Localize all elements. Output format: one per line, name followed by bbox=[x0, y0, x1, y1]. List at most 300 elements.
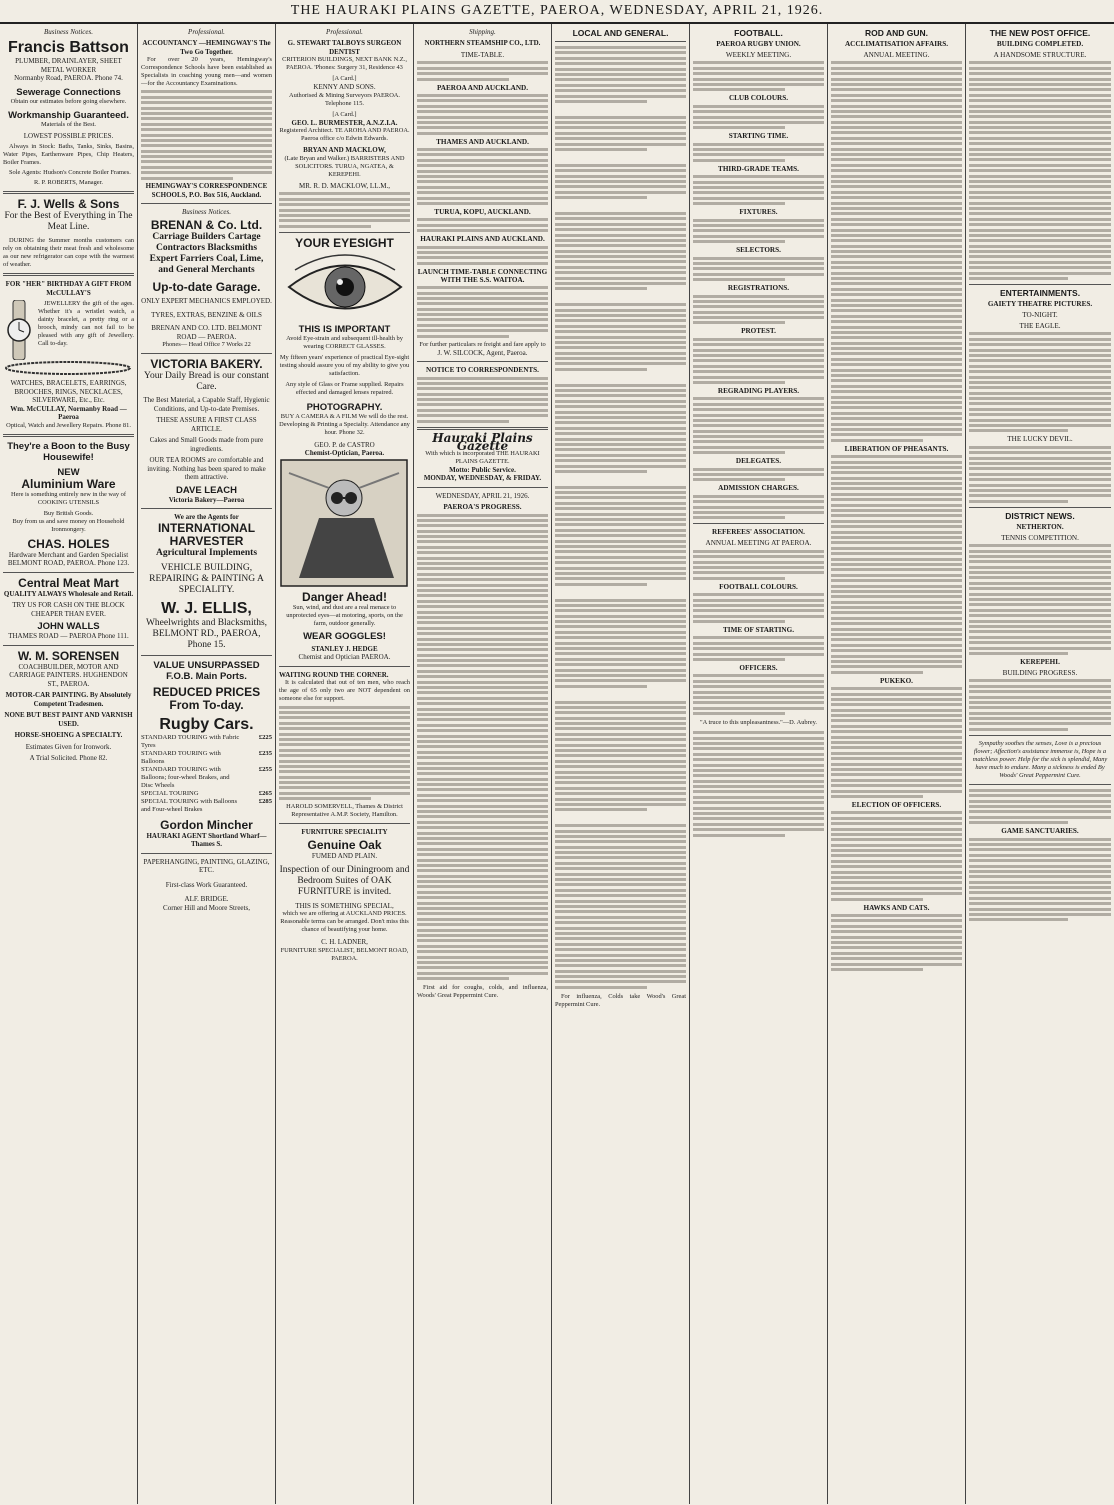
text-line bbox=[555, 878, 686, 881]
text-line bbox=[555, 900, 686, 903]
text-line bbox=[555, 502, 686, 505]
text-line bbox=[831, 509, 962, 512]
text-line bbox=[969, 794, 1111, 797]
column-heading: LOCAL AND GENERAL. bbox=[572, 28, 669, 38]
text-line bbox=[693, 186, 824, 189]
special-heading: THIS IS SOMETHING SPECIAL, bbox=[295, 901, 394, 910]
text-line bbox=[831, 849, 962, 852]
text-line bbox=[693, 159, 785, 162]
route-heading: THAMES AND AUCKLAND. bbox=[436, 137, 529, 146]
text-line bbox=[693, 812, 824, 815]
text-line bbox=[831, 282, 962, 285]
text-line bbox=[969, 413, 1111, 416]
text-line bbox=[969, 489, 1111, 492]
text-line bbox=[831, 963, 962, 966]
text-line bbox=[693, 240, 785, 243]
text-line bbox=[693, 262, 824, 265]
text-line bbox=[417, 929, 548, 932]
text-line bbox=[555, 760, 686, 763]
text-line bbox=[693, 753, 824, 756]
text-line bbox=[555, 400, 686, 403]
holes-name: CHAS. HOLES bbox=[27, 536, 110, 551]
text-line bbox=[831, 309, 962, 312]
divider bbox=[141, 655, 272, 656]
photo-heading: PHOTOGRAPHY. bbox=[306, 401, 383, 413]
text-line bbox=[831, 423, 962, 426]
text-line bbox=[141, 128, 272, 131]
card-label: [A Card.] bbox=[332, 110, 357, 118]
text-line bbox=[555, 62, 686, 65]
text-line bbox=[693, 338, 824, 341]
text-line bbox=[693, 550, 824, 553]
section-heading: ACCLIMATISATION AFFAIRS. bbox=[844, 40, 949, 48]
text-line bbox=[831, 638, 962, 641]
text-line bbox=[693, 747, 824, 750]
text-line bbox=[417, 875, 548, 878]
text-line bbox=[417, 191, 548, 194]
text-line bbox=[555, 856, 686, 859]
text-line bbox=[417, 94, 548, 97]
truce-quote: "A truce to this unpleasantness."—D. Aubrey. bbox=[700, 719, 817, 727]
text-line bbox=[969, 722, 1111, 725]
text-line bbox=[555, 217, 686, 220]
card-label: [A Card.] bbox=[332, 75, 357, 82]
text-line bbox=[831, 401, 962, 404]
text-line bbox=[969, 115, 1111, 118]
text-line bbox=[693, 701, 824, 704]
ladner-name: C. H. LADNER, bbox=[321, 938, 368, 947]
text-line bbox=[555, 964, 686, 967]
text-line bbox=[969, 78, 1111, 81]
stock-text: Always in Stock: Baths, Tanks, Sinks, Basins, Water Pipes, Earthenware Pipes, Chip Heaters, Boiler Frames. bbox=[3, 143, 134, 166]
text-line bbox=[555, 357, 686, 360]
text-line bbox=[555, 781, 686, 784]
text-line bbox=[417, 934, 548, 937]
text-line bbox=[417, 126, 548, 129]
text-line bbox=[831, 245, 962, 248]
text-line bbox=[969, 338, 1111, 341]
text-line bbox=[141, 90, 272, 93]
text-line bbox=[831, 439, 923, 442]
text-line bbox=[969, 473, 1111, 476]
text-line bbox=[555, 652, 686, 655]
text-line bbox=[555, 459, 686, 462]
text-line bbox=[417, 420, 509, 423]
text-line bbox=[555, 846, 686, 849]
text-line bbox=[831, 369, 962, 372]
leach-name: DAVE LEACH bbox=[175, 484, 238, 496]
text-line bbox=[831, 461, 962, 464]
text-line bbox=[417, 859, 548, 862]
text-line bbox=[831, 471, 962, 474]
text-line bbox=[417, 308, 548, 311]
text-line bbox=[417, 740, 548, 743]
text-line bbox=[555, 389, 686, 392]
company-name: NORTHERN STEAMSHIP CO., LTD. bbox=[424, 39, 541, 47]
text-line bbox=[831, 466, 962, 469]
text-line bbox=[969, 500, 1068, 503]
text-line bbox=[831, 72, 962, 75]
column-heading: THE NEW POST OFFICE. bbox=[989, 28, 1091, 38]
kenny-name: KENNY AND SONS. bbox=[313, 83, 376, 91]
text-line bbox=[417, 202, 548, 205]
accountancy-body: For over 20 years, Hemingway's Correspondence Schools have been established as Specialists in coaching young men—and women—for the Accountancy Examinations. bbox=[141, 56, 272, 87]
text-line bbox=[555, 405, 686, 408]
text-line bbox=[969, 609, 1111, 612]
text-line bbox=[831, 266, 962, 269]
text-line bbox=[693, 680, 824, 683]
text-line bbox=[555, 744, 686, 747]
aluminium-heading: Aluminium Ware bbox=[21, 476, 116, 491]
text-line bbox=[555, 518, 686, 521]
text-line bbox=[693, 435, 824, 438]
text-line bbox=[555, 234, 686, 237]
text-line bbox=[693, 769, 824, 772]
particulars-text: For further particulars re freight and fare apply to bbox=[419, 340, 546, 348]
text-line bbox=[279, 792, 410, 795]
text-line bbox=[555, 191, 686, 194]
vehicle-text: VEHICLE BUILDING, REPAIRING & PAINTING A SPECIALITY. bbox=[149, 562, 264, 595]
text-line bbox=[555, 679, 686, 682]
text-line bbox=[555, 577, 686, 580]
text-line bbox=[555, 954, 686, 957]
text-line bbox=[555, 255, 686, 258]
text-line bbox=[831, 207, 962, 210]
text-line bbox=[417, 382, 548, 385]
text-line bbox=[555, 615, 686, 618]
text-line bbox=[969, 376, 1111, 379]
text-line bbox=[555, 771, 686, 774]
text-line bbox=[969, 706, 1111, 709]
text-line bbox=[555, 545, 686, 548]
text-line bbox=[969, 446, 1111, 449]
text-line bbox=[417, 180, 548, 183]
text-line bbox=[969, 467, 1111, 470]
section-heading: THE EAGLE. bbox=[1019, 322, 1061, 331]
text-line bbox=[969, 61, 1111, 64]
text-line bbox=[555, 948, 686, 951]
text-line bbox=[831, 714, 962, 717]
text-line bbox=[969, 185, 1111, 188]
text-line bbox=[417, 918, 548, 921]
text-line bbox=[417, 403, 548, 406]
text-line bbox=[693, 506, 824, 509]
text-line bbox=[279, 706, 410, 709]
accountancy-heading: ACCOUNTANCY —HEMINGWAY'S The Two Go Together. bbox=[142, 39, 271, 56]
divider bbox=[141, 853, 272, 854]
text-line bbox=[831, 482, 962, 485]
text-line bbox=[831, 936, 962, 939]
text-line bbox=[969, 169, 1111, 172]
text-line bbox=[831, 202, 962, 205]
text-line bbox=[555, 314, 686, 317]
text-line bbox=[141, 117, 272, 120]
text-line bbox=[555, 180, 686, 183]
text-line bbox=[417, 567, 548, 570]
text-line bbox=[417, 387, 548, 390]
text-line bbox=[555, 727, 686, 730]
car-price: £235 bbox=[258, 749, 272, 757]
avoid-text: Avoid Eye-strain and subsequent ill-health by wearing CORRECT GLASSES. bbox=[286, 334, 403, 350]
text-line bbox=[693, 516, 785, 519]
text-line bbox=[831, 601, 962, 604]
text-line bbox=[417, 907, 548, 910]
text-line bbox=[693, 414, 824, 417]
section-heading: BUILDING PROGRESS. bbox=[1002, 668, 1078, 677]
gazette-days: MONDAY, WEDNESDAY, & FRIDAY. bbox=[423, 474, 542, 483]
text-line bbox=[693, 354, 824, 357]
text-line bbox=[279, 198, 410, 201]
text-line bbox=[693, 468, 824, 471]
text-line bbox=[831, 514, 962, 517]
text-line bbox=[693, 555, 824, 558]
text-line bbox=[417, 950, 548, 953]
text-line bbox=[831, 709, 962, 712]
text-line bbox=[417, 116, 548, 119]
text-line bbox=[831, 153, 962, 156]
text-line bbox=[969, 550, 1111, 553]
section-heading: THIRD-GRADE TEAMS. bbox=[718, 164, 799, 173]
car-price: £255 bbox=[258, 765, 272, 773]
text-line bbox=[555, 169, 686, 172]
text-line bbox=[417, 519, 548, 522]
text-line bbox=[555, 57, 686, 60]
danger-heading: Danger Ahead! bbox=[302, 589, 387, 604]
car-price-row bbox=[141, 734, 272, 750]
text-line bbox=[693, 785, 824, 788]
divider bbox=[141, 353, 272, 354]
text-line bbox=[831, 336, 962, 339]
text-line bbox=[693, 620, 785, 623]
text-line bbox=[555, 432, 686, 435]
text-line bbox=[693, 511, 824, 514]
castro-name: GEO. P. de CASTRO bbox=[314, 440, 375, 449]
text-line bbox=[555, 411, 686, 414]
section-heading: CLUB COLOURS. bbox=[728, 94, 789, 103]
text-line bbox=[693, 121, 824, 124]
text-line bbox=[555, 277, 686, 280]
text-line bbox=[693, 495, 824, 498]
route-heading: TURUA, KOPU, AUCKLAND. bbox=[434, 207, 531, 216]
text-line bbox=[555, 266, 686, 269]
text-line bbox=[279, 781, 410, 784]
text-line bbox=[969, 332, 1111, 335]
text-line bbox=[831, 142, 962, 145]
car-price-row bbox=[141, 790, 272, 798]
text-line bbox=[831, 304, 962, 307]
special-body: which we are offering at AUCKLAND PRICES. Reasonable terms can be arranged. Don't miss this chance of beautifying your home. bbox=[280, 910, 409, 934]
text-line bbox=[417, 956, 548, 959]
text-line bbox=[831, 83, 962, 86]
text-line bbox=[417, 805, 548, 808]
text-line bbox=[417, 600, 548, 603]
text-line bbox=[693, 321, 785, 324]
text-line bbox=[969, 234, 1111, 237]
inspection-text: Inspection of our Diningroom and Bedroom Suites of OAK FURNITURE is invited. bbox=[279, 864, 410, 897]
workmanship-heading: Workmanship Guaranteed. bbox=[8, 109, 129, 121]
text-line bbox=[417, 105, 548, 108]
text-line bbox=[555, 175, 686, 178]
text-line bbox=[693, 257, 824, 260]
text-line bbox=[141, 160, 272, 163]
text-line bbox=[969, 349, 1111, 352]
text-line bbox=[969, 484, 1111, 487]
text-line bbox=[831, 137, 962, 140]
launch-heading: LAUNCH TIME-TABLE CONNECTING WITH THE S.S. WAITOA. bbox=[417, 267, 548, 284]
rugby-heading: Rugby Cars. bbox=[159, 715, 254, 733]
text-line bbox=[831, 299, 962, 302]
text-line bbox=[831, 579, 962, 582]
text-line bbox=[555, 416, 686, 419]
text-line bbox=[555, 362, 686, 365]
text-line bbox=[555, 631, 686, 634]
text-line bbox=[555, 143, 686, 146]
section-heading: PUKEKO. bbox=[880, 676, 913, 685]
column-local-general bbox=[552, 24, 690, 1504]
text-line bbox=[555, 137, 686, 140]
text-line bbox=[831, 504, 962, 507]
text-line bbox=[831, 342, 962, 345]
text-line bbox=[141, 101, 272, 104]
text-line bbox=[693, 267, 824, 270]
bread-text: Your Daily Bread is our constant Care. bbox=[144, 371, 269, 393]
walls-address: THAMES ROAD — PAEROA Phone 111. bbox=[8, 632, 129, 640]
text-line bbox=[417, 638, 548, 641]
text-line bbox=[417, 697, 548, 700]
text-line bbox=[831, 925, 962, 928]
text-line bbox=[417, 297, 548, 300]
text-line bbox=[969, 212, 1111, 215]
text-line bbox=[279, 192, 410, 195]
agents-text: We are the Agents for bbox=[174, 513, 239, 522]
text-line bbox=[969, 94, 1111, 97]
text-line bbox=[417, 923, 548, 926]
text-line bbox=[555, 840, 686, 843]
divider bbox=[279, 666, 410, 667]
prices-text: LOWEST POSSIBLE PRICES. bbox=[23, 131, 114, 140]
text-line bbox=[693, 153, 824, 156]
text-line bbox=[969, 625, 1111, 628]
text-line bbox=[417, 262, 548, 265]
text-line bbox=[831, 396, 962, 399]
text-line bbox=[831, 131, 962, 134]
text-line bbox=[831, 930, 962, 933]
text-line bbox=[831, 757, 962, 760]
text-line bbox=[555, 894, 686, 897]
text-line bbox=[831, 606, 962, 609]
danger-body: Sun, wind, and dust are a real menace to unprotected eyes—at motoring, sports, on the farm, outdoor generally. bbox=[286, 603, 403, 627]
text-line bbox=[831, 919, 962, 922]
section-heading: STARTING TIME. bbox=[728, 132, 789, 141]
article-body bbox=[555, 46, 686, 989]
burmester-name: GEO. L. BURMESTER, A.N.Z.I.A. bbox=[291, 118, 398, 127]
bryan-sub: (Late Bryan and Walker.) BARRISTERS AND SOLICITORS. TURUA, NGATEA, & KEREPEHI. bbox=[284, 154, 405, 178]
text-line bbox=[555, 647, 686, 650]
macklow-name: MR. R. D. MACKLOW, LL.M., bbox=[299, 181, 390, 190]
text-line bbox=[279, 209, 410, 212]
text-line bbox=[831, 730, 962, 733]
text-line bbox=[555, 792, 686, 795]
jewellery-block bbox=[3, 300, 134, 360]
text-line bbox=[417, 186, 548, 189]
text-line bbox=[555, 513, 686, 516]
text-line bbox=[831, 633, 962, 636]
text-line bbox=[831, 110, 962, 113]
text-line bbox=[555, 889, 686, 892]
text-line bbox=[279, 760, 410, 763]
eye-icon bbox=[285, 252, 405, 322]
text-line bbox=[417, 708, 548, 711]
text-line bbox=[831, 811, 962, 814]
meat-mart-heading: Central Meat Mart bbox=[18, 575, 119, 590]
cash-text: TRY US FOR CASH ON THE BLOCK CHEAPER THAN EVER. bbox=[12, 601, 125, 618]
text-line bbox=[969, 593, 1111, 596]
text-line bbox=[693, 148, 824, 151]
text-line bbox=[555, 975, 686, 978]
text-line bbox=[969, 365, 1111, 368]
text-line bbox=[417, 589, 548, 592]
text-line bbox=[831, 741, 962, 744]
text-line bbox=[417, 681, 548, 684]
section-heading: A HANDSOME STRUCTURE. bbox=[993, 51, 1087, 59]
text-line bbox=[555, 663, 686, 666]
text-line bbox=[693, 116, 824, 119]
holes-sub: Hardware Merchant and Garden Specialist bbox=[8, 550, 129, 559]
text-line bbox=[417, 691, 548, 694]
text-line bbox=[555, 921, 686, 924]
text-line bbox=[831, 779, 962, 782]
text-line bbox=[279, 738, 410, 741]
column-heading: Business Notices. bbox=[44, 28, 93, 36]
text-line bbox=[831, 115, 962, 118]
text-line bbox=[831, 180, 962, 183]
text-line bbox=[417, 627, 548, 630]
text-line bbox=[555, 352, 686, 355]
route-heading: PAEROA AND AUCKLAND. bbox=[436, 83, 529, 92]
text-line bbox=[831, 433, 962, 436]
divider bbox=[417, 361, 548, 362]
text-line bbox=[693, 807, 824, 810]
text-line bbox=[831, 212, 962, 215]
text-line bbox=[831, 876, 962, 879]
text-line bbox=[555, 271, 686, 274]
text-line bbox=[279, 797, 371, 800]
text-line bbox=[417, 902, 548, 905]
timetable-heading: TIME-TABLE. bbox=[460, 50, 505, 59]
text-line bbox=[417, 961, 548, 964]
brenan-phones: Phones— Head Office 7 Works 22 bbox=[162, 341, 251, 349]
text-line bbox=[417, 616, 548, 619]
bryan-name: BRYAN AND MACKLOW, bbox=[303, 146, 386, 154]
text-line bbox=[141, 123, 272, 126]
text-line bbox=[555, 636, 686, 639]
text-line bbox=[831, 417, 962, 420]
text-line bbox=[969, 908, 1111, 911]
text-line bbox=[693, 295, 824, 298]
text-line bbox=[417, 664, 548, 667]
text-line bbox=[831, 239, 962, 242]
text-line bbox=[831, 94, 962, 97]
text-line bbox=[969, 875, 1111, 878]
text-line bbox=[969, 343, 1111, 346]
text-line bbox=[693, 712, 785, 715]
text-line bbox=[831, 790, 962, 793]
text-line bbox=[969, 99, 1111, 102]
text-line bbox=[417, 72, 548, 75]
masthead bbox=[0, 0, 1114, 24]
divider bbox=[3, 191, 134, 194]
text-line bbox=[693, 143, 824, 146]
